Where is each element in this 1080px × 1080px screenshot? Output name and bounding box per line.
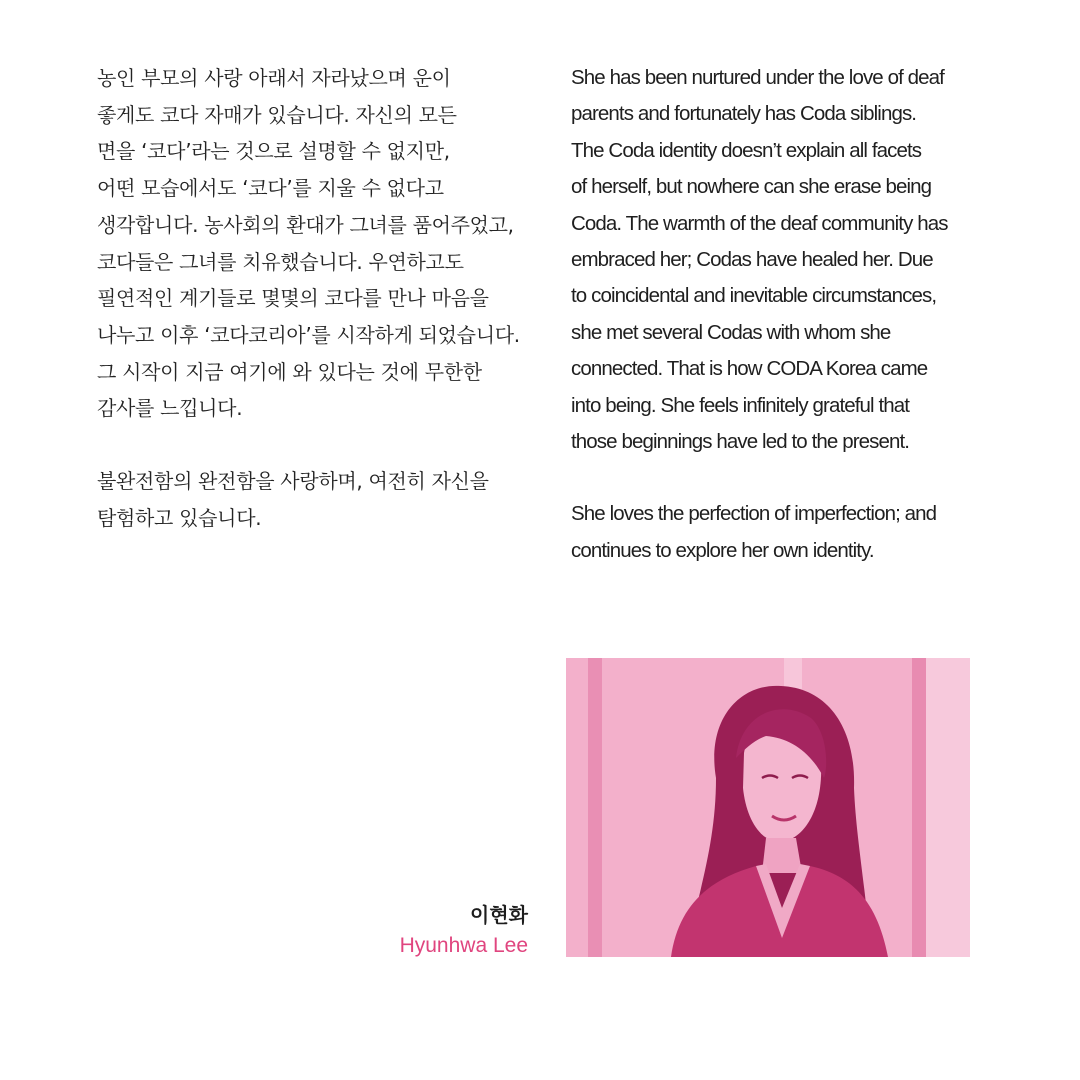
text-line: embraced her; Codas have healed her. Due (571, 248, 933, 272)
text-line: 면을 ‘코다’라는 것으로 설명할 수 없지만, (97, 139, 450, 164)
text-line: of herself, but nowhere can she erase being (571, 175, 932, 199)
text-line: 불완전함의 완전함을 사랑하며, 여전히 자신을 (97, 469, 489, 494)
text-line: to coincidental and inevitable circumstances, (571, 284, 937, 308)
neck (762, 838, 802, 873)
paragraph-gap (97, 427, 547, 463)
text-line: connected. That is how CODA Korea came (571, 357, 928, 381)
text-line: she met several Codas with whom she (571, 320, 891, 344)
text-line: continues to explore her own identity. (571, 538, 874, 562)
door-frame-left (588, 658, 602, 957)
text-line: 감사를 느낍니다. (97, 396, 243, 421)
text-line: parents and fortunately has Coda siblings. (571, 102, 917, 126)
author-portrait-photo (566, 658, 970, 957)
wall-right (926, 658, 970, 957)
author-name-english: Hyunhwa Lee (399, 934, 528, 957)
text-line: 필연적인 계기들로 몇몇의 코다를 만나 마음을 (97, 286, 489, 311)
korean-paragraph-1 (97, 60, 547, 427)
door-frame-right (912, 658, 926, 957)
text-line: into being. She feels infinitely grateful that (571, 393, 910, 417)
text-line: 그 시작이 지금 여기에 와 있다는 것에 무한한 (97, 359, 482, 384)
text-line: 나누고 이후 ‘코다코리아’를 시작하게 되었습니다. (97, 322, 520, 347)
text-line: 어떤 모습에서도 ‘코다’를 지울 수 없다고 (97, 176, 444, 201)
text-line: 농인 부모의 사랑 아래서 자라났으며 운이 (97, 66, 451, 90)
paragraph-gap (571, 460, 1031, 496)
english-paragraph-2 (571, 496, 1031, 569)
text-line: 생각합니다. 농사회의 환대가 그녀를 품어주었고, (97, 212, 514, 237)
text-line: She has been nurtured under the love of deaf (571, 66, 944, 89)
author-name-korean: 이현화 (470, 903, 528, 927)
english-paragraph-1 (571, 60, 1031, 460)
portrait-illustration (566, 658, 970, 957)
text-line: 좋게도 코다 자매가 있습니다. 자신의 모든 (97, 102, 457, 127)
text-line: Coda. The warmth of the deaf community has (571, 211, 948, 235)
text-line: She loves the perfection of imperfection; and (571, 502, 937, 526)
text-line: those beginnings have led to the present. (571, 430, 910, 454)
text-line: 코다들은 그녀를 치유했습니다. 우연하고도 (97, 249, 464, 274)
text-line: The Coda identity doesn’t explain all facets (571, 138, 922, 162)
english-text-column (571, 60, 1031, 569)
text-line: 탐험하고 있습니다. (97, 505, 262, 530)
korean-paragraph-2 (97, 463, 547, 536)
korean-text-column (97, 60, 547, 536)
